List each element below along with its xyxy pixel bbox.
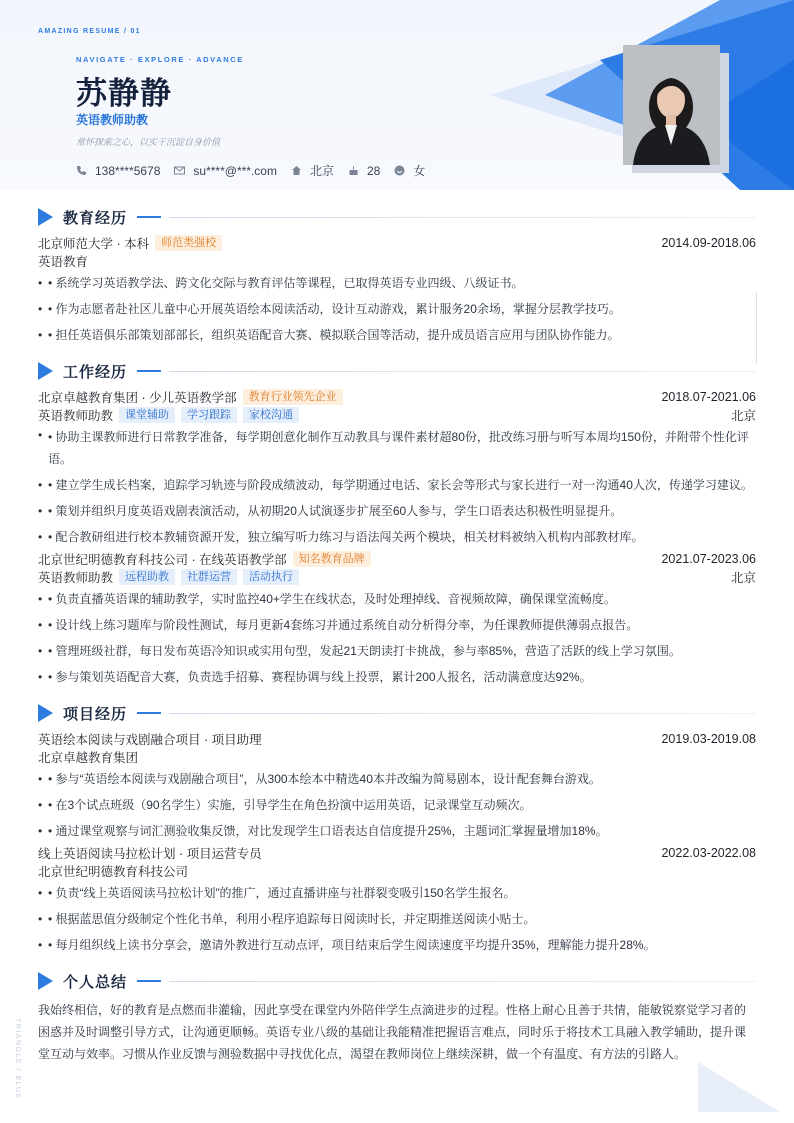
work-entry-header bbox=[38, 550, 756, 568]
side-divider bbox=[756, 292, 757, 364]
summary-title: 个人总结 bbox=[63, 973, 128, 991]
work-heading bbox=[38, 361, 756, 381]
list-item: • • 设计线上练习题库与阶段性测试，每月更新4套练习并通过系统自动分析得分率，为任课教师提供薄弱点报告。 bbox=[38, 612, 756, 638]
education-major: 英语教育 bbox=[38, 255, 89, 269]
skill-tag: 活动执行 bbox=[243, 569, 299, 585]
candidate-role: 英语教师助教 bbox=[76, 113, 149, 127]
list-item: • • 策划并组织月度英语戏剧表演活动，从初期20人试演逐步扩展至60人参与，学生口语表达积极性明显提升。 bbox=[38, 498, 756, 524]
list-item: • • 参与“英语绘本阅读与戏剧融合项目”，从300本绘本中精选40本并改编为简易剧本，设计配套舞台游戏。 bbox=[38, 766, 756, 792]
education-heading bbox=[38, 207, 756, 227]
work-position: 英语教师助教 bbox=[38, 409, 114, 423]
list-item: • • 根据蓝思值分级制定个性化书单，利用小程序追踪每日阅读时长，并定期推送阅读小贴士。 bbox=[38, 906, 756, 932]
candidate-name: 苏静静 bbox=[76, 76, 172, 112]
work-date: 2021.07-2023.06 bbox=[661, 552, 756, 566]
section-line bbox=[169, 981, 756, 982]
project-org: 北京世纪明德教育科技公司 bbox=[38, 865, 189, 879]
work-section bbox=[38, 361, 756, 690]
company-name: 北京世纪明德教育科技公司 · 在线英语教学部 bbox=[38, 553, 287, 567]
work-city: 北京 bbox=[730, 571, 756, 585]
company-tag: 教育行业领先企业 bbox=[243, 389, 343, 405]
section-triangle-icon bbox=[38, 704, 53, 722]
skill-tag: 课堂辅助 bbox=[119, 407, 175, 423]
section-line bbox=[169, 371, 756, 372]
work-position-row bbox=[38, 406, 756, 424]
education-entry-header bbox=[38, 234, 756, 252]
project-date: 2019.03-2019.08 bbox=[661, 732, 756, 746]
phone-icon bbox=[76, 165, 87, 176]
project-name: 英语绘本阅读与戏剧融合项目 · 项目助理 bbox=[38, 733, 262, 747]
section-triangle-icon bbox=[38, 208, 53, 226]
projects-title: 项目经历 bbox=[63, 705, 128, 723]
work-bullets bbox=[38, 586, 756, 690]
project-name: 线上英语阅读马拉松计划 · 项目运营专员 bbox=[38, 847, 262, 861]
side-watermark-text: TRIANGLE / BLUE bbox=[14, 1018, 21, 1100]
section-dash bbox=[137, 980, 161, 982]
education-major-row bbox=[38, 252, 756, 270]
education-bullets bbox=[38, 270, 756, 348]
list-item: • • 每月组织线上读书分享会，邀请外教进行互动点评，项目结束后学生阅读速度平均提升35%，理解能力提升28%。 bbox=[38, 932, 756, 958]
list-item: • • 建立学生成长档案，追踪学习轨迹与阶段成绩波动，每学期通过电话、家长会等形式与家长进行一对一沟通40人次，传递学习建议。 bbox=[38, 472, 756, 498]
summary-heading bbox=[38, 971, 756, 991]
project-entry-header bbox=[38, 730, 756, 748]
project-entry-header bbox=[38, 844, 756, 862]
school-name: 北京师范大学 · 本科 bbox=[38, 237, 150, 251]
contact-list bbox=[76, 162, 439, 179]
section-dash bbox=[137, 712, 161, 714]
cake-icon bbox=[348, 165, 359, 176]
contact-email bbox=[174, 164, 277, 178]
list-item: • • 在3个试点班级（90名学生）实施，引导学生在角色扮演中运用英语，记录课堂互动频次。 bbox=[38, 792, 756, 818]
section-line bbox=[169, 217, 756, 218]
project-bullets bbox=[38, 880, 756, 958]
section-triangle-icon bbox=[38, 972, 53, 990]
projects-section bbox=[38, 703, 756, 958]
education-section bbox=[38, 207, 756, 348]
section-dash bbox=[137, 216, 161, 218]
home-icon bbox=[291, 165, 302, 176]
work-position: 英语教师助教 bbox=[38, 571, 114, 585]
candidate-photo bbox=[623, 45, 720, 165]
work-city: 北京 bbox=[730, 409, 756, 423]
work-date: 2018.07-2021.06 bbox=[661, 390, 756, 404]
skill-tag: 家校沟通 bbox=[243, 407, 299, 423]
list-item: • • 参与策划英语配音大赛，负责选手招募、赛程协调与线上投票，累计200人报名，活动满意度达92%。 bbox=[38, 664, 756, 690]
section-line bbox=[169, 713, 756, 714]
list-item: • • 负责直播英语课的辅助教学，实时监控40+学生在线状态，及时处理掉线、音视频故障，确保课堂流畅度。 bbox=[38, 586, 756, 612]
company-name: 北京卓越教育集团 · 少儿英语教学部 bbox=[38, 391, 237, 405]
header-motto-line: NAVIGATE · EXPLORE · ADVANCE bbox=[76, 55, 244, 64]
contact-age-value: 28 bbox=[366, 163, 381, 178]
list-item: • • 管理班级社群，每日发布英语冷知识或实用句型，发起21天朗读打卡挑战，参与率85%，营造了活跃的线上学习氛围。 bbox=[38, 638, 756, 664]
project-date: 2022.03-2022.08 bbox=[661, 846, 756, 860]
contact-gender-value: 女 bbox=[413, 164, 426, 178]
contact-phone bbox=[76, 164, 160, 178]
project-org: 北京卓越教育集团 bbox=[38, 751, 139, 765]
section-dash bbox=[137, 370, 161, 372]
work-title: 工作经历 bbox=[63, 363, 128, 381]
list-item: • • 协助主课教师进行日常教学准备，每学期创意化制作互动教具与课件素材超80份，批改练习册与听写本周均150份，并附带个性化评语。 bbox=[38, 424, 756, 472]
smile-icon bbox=[394, 165, 405, 176]
school-tag: 师范类强校 bbox=[155, 235, 222, 251]
list-item: • • 通过课堂观察与词汇测验收集反馈，对比发现学生口语表达自信度提升25%，主题词汇掌握量增加18%。 bbox=[38, 818, 756, 844]
contact-phone-value: 138****5678 bbox=[95, 163, 161, 178]
corner-triangle-decoration bbox=[690, 1060, 794, 1123]
work-entry-header bbox=[38, 388, 756, 406]
summary-section bbox=[38, 971, 756, 1065]
company-tag: 知名教育品牌 bbox=[293, 551, 371, 567]
skill-tag: 学习跟踪 bbox=[181, 407, 237, 423]
work-position-row bbox=[38, 568, 756, 586]
contact-email-value: su****@***.com bbox=[193, 163, 277, 178]
list-item: • • 作为志愿者赴社区儿童中心开展英语绘本阅读活动，设计互动游戏，累计服务20余场，掌握分层教学技巧。 bbox=[38, 296, 756, 322]
section-triangle-icon bbox=[38, 362, 53, 380]
contact-city-value: 北京 bbox=[309, 164, 334, 178]
list-item: • • 担任英语俱乐部策划部部长，组织英语配音大赛、模拟联合国等活动，提升成员语言应用与团队协作能力。 bbox=[38, 322, 756, 348]
education-date: 2014.09-2018.06 bbox=[661, 236, 756, 250]
contact-city bbox=[291, 162, 334, 179]
project-org-row bbox=[38, 862, 756, 880]
candidate-motto: 常怀探索之心，以实干沉淀自身价值 bbox=[76, 137, 221, 147]
contact-age bbox=[348, 164, 380, 178]
list-item: • • 系统学习英语教学法、跨文化交际与教育评估等课程，已取得英语专业四级、八级证书。 bbox=[38, 270, 756, 296]
work-bullets bbox=[38, 424, 756, 550]
list-item: • • 配合教研组进行校本教辅资源开发，独立编写听力练习与语法闯关两个模块，相关材料被纳入机构内部教材库。 bbox=[38, 524, 756, 550]
education-title: 教育经历 bbox=[63, 209, 128, 227]
project-bullets bbox=[38, 766, 756, 844]
summary-text: 我始终相信，好的教育是点燃而非灌输，因此享受在课堂内外陪伴学生点滴进步的过程。性格上耐心且善于共情，能敏锐察觉学习者的困惑并及时调整引导方式，让沟通更顺畅。英语专业八级的基础让我能精准把握语言难点，同时乐于将技术工具融入教学辅助，提升课堂互动与效率。习惯从作业反馈与测验数据中寻找优化点，渴望在教师岗位上继续深耕，做一个有温度、有方法的引路人。 bbox=[38, 1003, 747, 1061]
skill-tag: 社群运营 bbox=[181, 569, 237, 585]
resume-tag-top: AMAZING RESUME / 01 bbox=[38, 28, 141, 35]
skill-tag: 远程助教 bbox=[119, 569, 175, 585]
projects-heading bbox=[38, 703, 756, 723]
resume-header bbox=[0, 0, 794, 190]
mail-icon bbox=[174, 165, 185, 176]
project-org-row bbox=[38, 748, 756, 766]
list-item: • • 负责“线上英语阅读马拉松计划”的推广，通过直播讲座与社群裂变吸引150名学生报名。 bbox=[38, 880, 756, 906]
contact-gender bbox=[394, 162, 425, 179]
